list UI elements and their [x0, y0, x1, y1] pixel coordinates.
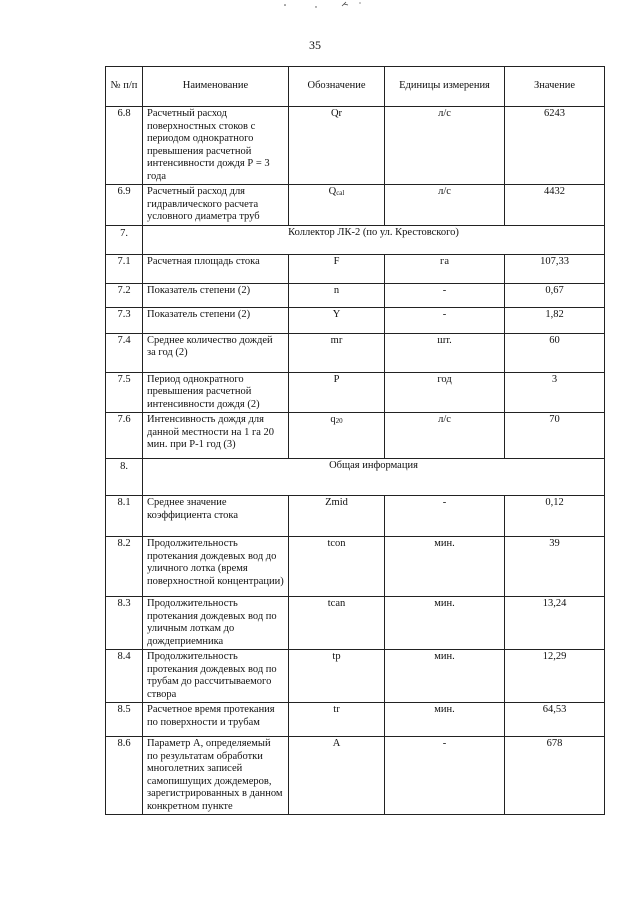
row-units: - — [385, 737, 505, 815]
row-name: Расчетный расход для гидравлического расчета условного диаметра труб — [143, 185, 289, 226]
row-number: 8.6 — [106, 737, 143, 815]
row-value: 12,29 — [505, 650, 605, 703]
symbol-text: tcan — [327, 598, 346, 609]
row-number: 7.4 — [106, 333, 143, 372]
symbol-text: n — [333, 284, 340, 296]
row-name: Продолжительность протекания дождевых вод по трубам до рассчитываемого створа — [143, 650, 289, 703]
header-units: Единицы измерения — [385, 67, 505, 107]
row-value: 4432 — [505, 185, 605, 226]
row-value: 678 — [505, 737, 605, 815]
symbol-text: Zmid — [325, 497, 348, 508]
symbol-subscript: 20 — [335, 417, 343, 425]
table-row — [106, 537, 605, 597]
parameters-table — [105, 66, 605, 815]
section-number: 7. — [106, 225, 143, 254]
row-units: га — [385, 254, 505, 283]
row-number: 6.8 — [106, 107, 143, 185]
row-symbol — [289, 107, 385, 185]
row-number: 6.9 — [106, 185, 143, 226]
row-units: год — [385, 372, 505, 413]
row-number: 7.1 — [106, 254, 143, 283]
symbol-text: tp — [332, 651, 341, 662]
row-number: 8.1 — [106, 496, 143, 537]
symbol-text: Qr — [330, 108, 343, 119]
row-symbol — [289, 307, 385, 333]
row-symbol — [289, 496, 385, 537]
row-name: Расчетный расход поверхностных стоков с периодом однократного превышения расчетной интенсивности дождя Р = 3 года — [143, 107, 289, 185]
row-units: мин. — [385, 597, 505, 650]
row-units: - — [385, 496, 505, 537]
row-number: 8.3 — [106, 597, 143, 650]
table-body — [106, 107, 605, 815]
section-row — [106, 225, 605, 254]
page-number: 35 — [309, 38, 321, 52]
row-units: л/с — [385, 413, 505, 459]
row-value: 3 — [505, 372, 605, 413]
row-symbol — [289, 254, 385, 283]
row-name: Параметр А, определяемый по результатам обработки многолетних записей самопишущих дождемеров, зарегистрированных в данном конкретном пункте — [143, 737, 289, 815]
row-symbol — [289, 413, 385, 459]
row-symbol — [289, 737, 385, 815]
row-symbol — [289, 283, 385, 307]
row-symbol — [289, 537, 385, 597]
row-symbol — [289, 650, 385, 703]
row-name: Интенсивность дождя для данной местности на 1 га 20 мин. при Р-1 год (3) — [143, 413, 289, 459]
row-number: 7.5 — [106, 372, 143, 413]
row-symbol — [289, 185, 385, 226]
symbol-text: A — [332, 738, 341, 749]
scan-marks — [280, 0, 370, 10]
table-header-row — [106, 67, 605, 107]
row-symbol — [289, 597, 385, 650]
row-value: 13,24 — [505, 597, 605, 650]
row-name: Продолжительность протекания дождевых вод до уличного лотка (время поверхностной концентрации) — [143, 537, 289, 597]
header-symbol: Обозначение — [289, 67, 385, 107]
table-row — [106, 597, 605, 650]
row-units: шт. — [385, 333, 505, 372]
row-units: мин. — [385, 703, 505, 737]
row-number: 7.6 — [106, 413, 143, 459]
row-name: Расчетное время протекания по поверхности и трубам — [143, 703, 289, 737]
row-number: 8.4 — [106, 650, 143, 703]
row-name: Показатель степени (2) — [143, 307, 289, 333]
table-row — [106, 650, 605, 703]
header-name: Наименование — [143, 67, 289, 107]
section-title: Коллектор ЛК-2 (по ул. Крестовского) — [143, 225, 605, 254]
row-value: 1,82 — [505, 307, 605, 333]
table-row — [106, 333, 605, 372]
section-number: 8. — [106, 459, 143, 496]
symbol-text: mr — [330, 334, 343, 346]
table-row — [106, 703, 605, 737]
symbol-text: Y — [332, 308, 341, 320]
table-row — [106, 107, 605, 185]
section-row — [106, 459, 605, 496]
row-number: 8.2 — [106, 537, 143, 597]
row-units: - — [385, 307, 505, 333]
row-value: 70 — [505, 413, 605, 459]
symbol-text: tr — [333, 704, 340, 715]
symbol-text: F — [333, 255, 340, 267]
row-value: 0,67 — [505, 283, 605, 307]
row-name: Среднее количество дождей за год (2) — [143, 333, 289, 372]
row-symbol — [289, 372, 385, 413]
table-row — [106, 372, 605, 413]
table-row — [106, 737, 605, 815]
header-number: № п/п — [106, 67, 143, 107]
table-row — [106, 185, 605, 226]
row-units: л/с — [385, 107, 505, 185]
row-symbol — [289, 703, 385, 737]
row-name: Показатель степени (2) — [143, 283, 289, 307]
row-symbol — [289, 333, 385, 372]
symbol-text: Q — [328, 186, 337, 197]
row-value: 6243 — [505, 107, 605, 185]
row-value: 64,53 — [505, 703, 605, 737]
row-value: 60 — [505, 333, 605, 372]
table-row — [106, 254, 605, 283]
row-value: 0,12 — [505, 496, 605, 537]
symbol-text: tcon — [327, 538, 346, 549]
row-name: Продолжительность протекания дождевых вод по уличным лоткам до дождеприемника — [143, 597, 289, 650]
row-units: мин. — [385, 537, 505, 597]
row-name: Среднее значение коэффициента стока — [143, 496, 289, 537]
row-units: л/с — [385, 185, 505, 226]
row-name: Расчетная площадь стока — [143, 254, 289, 283]
table-row — [106, 413, 605, 459]
row-number: 8.5 — [106, 703, 143, 737]
section-title: Общая информация — [143, 459, 605, 496]
symbol-text: P — [333, 373, 340, 385]
row-name: Период однократного превышения расчетной интенсивности дождя (2) — [143, 372, 289, 413]
row-number: 7.2 — [106, 283, 143, 307]
table-row — [106, 496, 605, 537]
header-value: Значение — [505, 67, 605, 107]
symbol-subscript: cal — [336, 189, 345, 197]
table-row — [106, 283, 605, 307]
row-units: - — [385, 283, 505, 307]
row-units: мин. — [385, 650, 505, 703]
symbol-text: q — [330, 414, 336, 425]
table-row — [106, 307, 605, 333]
row-value: 107,33 — [505, 254, 605, 283]
row-number: 7.3 — [106, 307, 143, 333]
row-value: 39 — [505, 537, 605, 597]
